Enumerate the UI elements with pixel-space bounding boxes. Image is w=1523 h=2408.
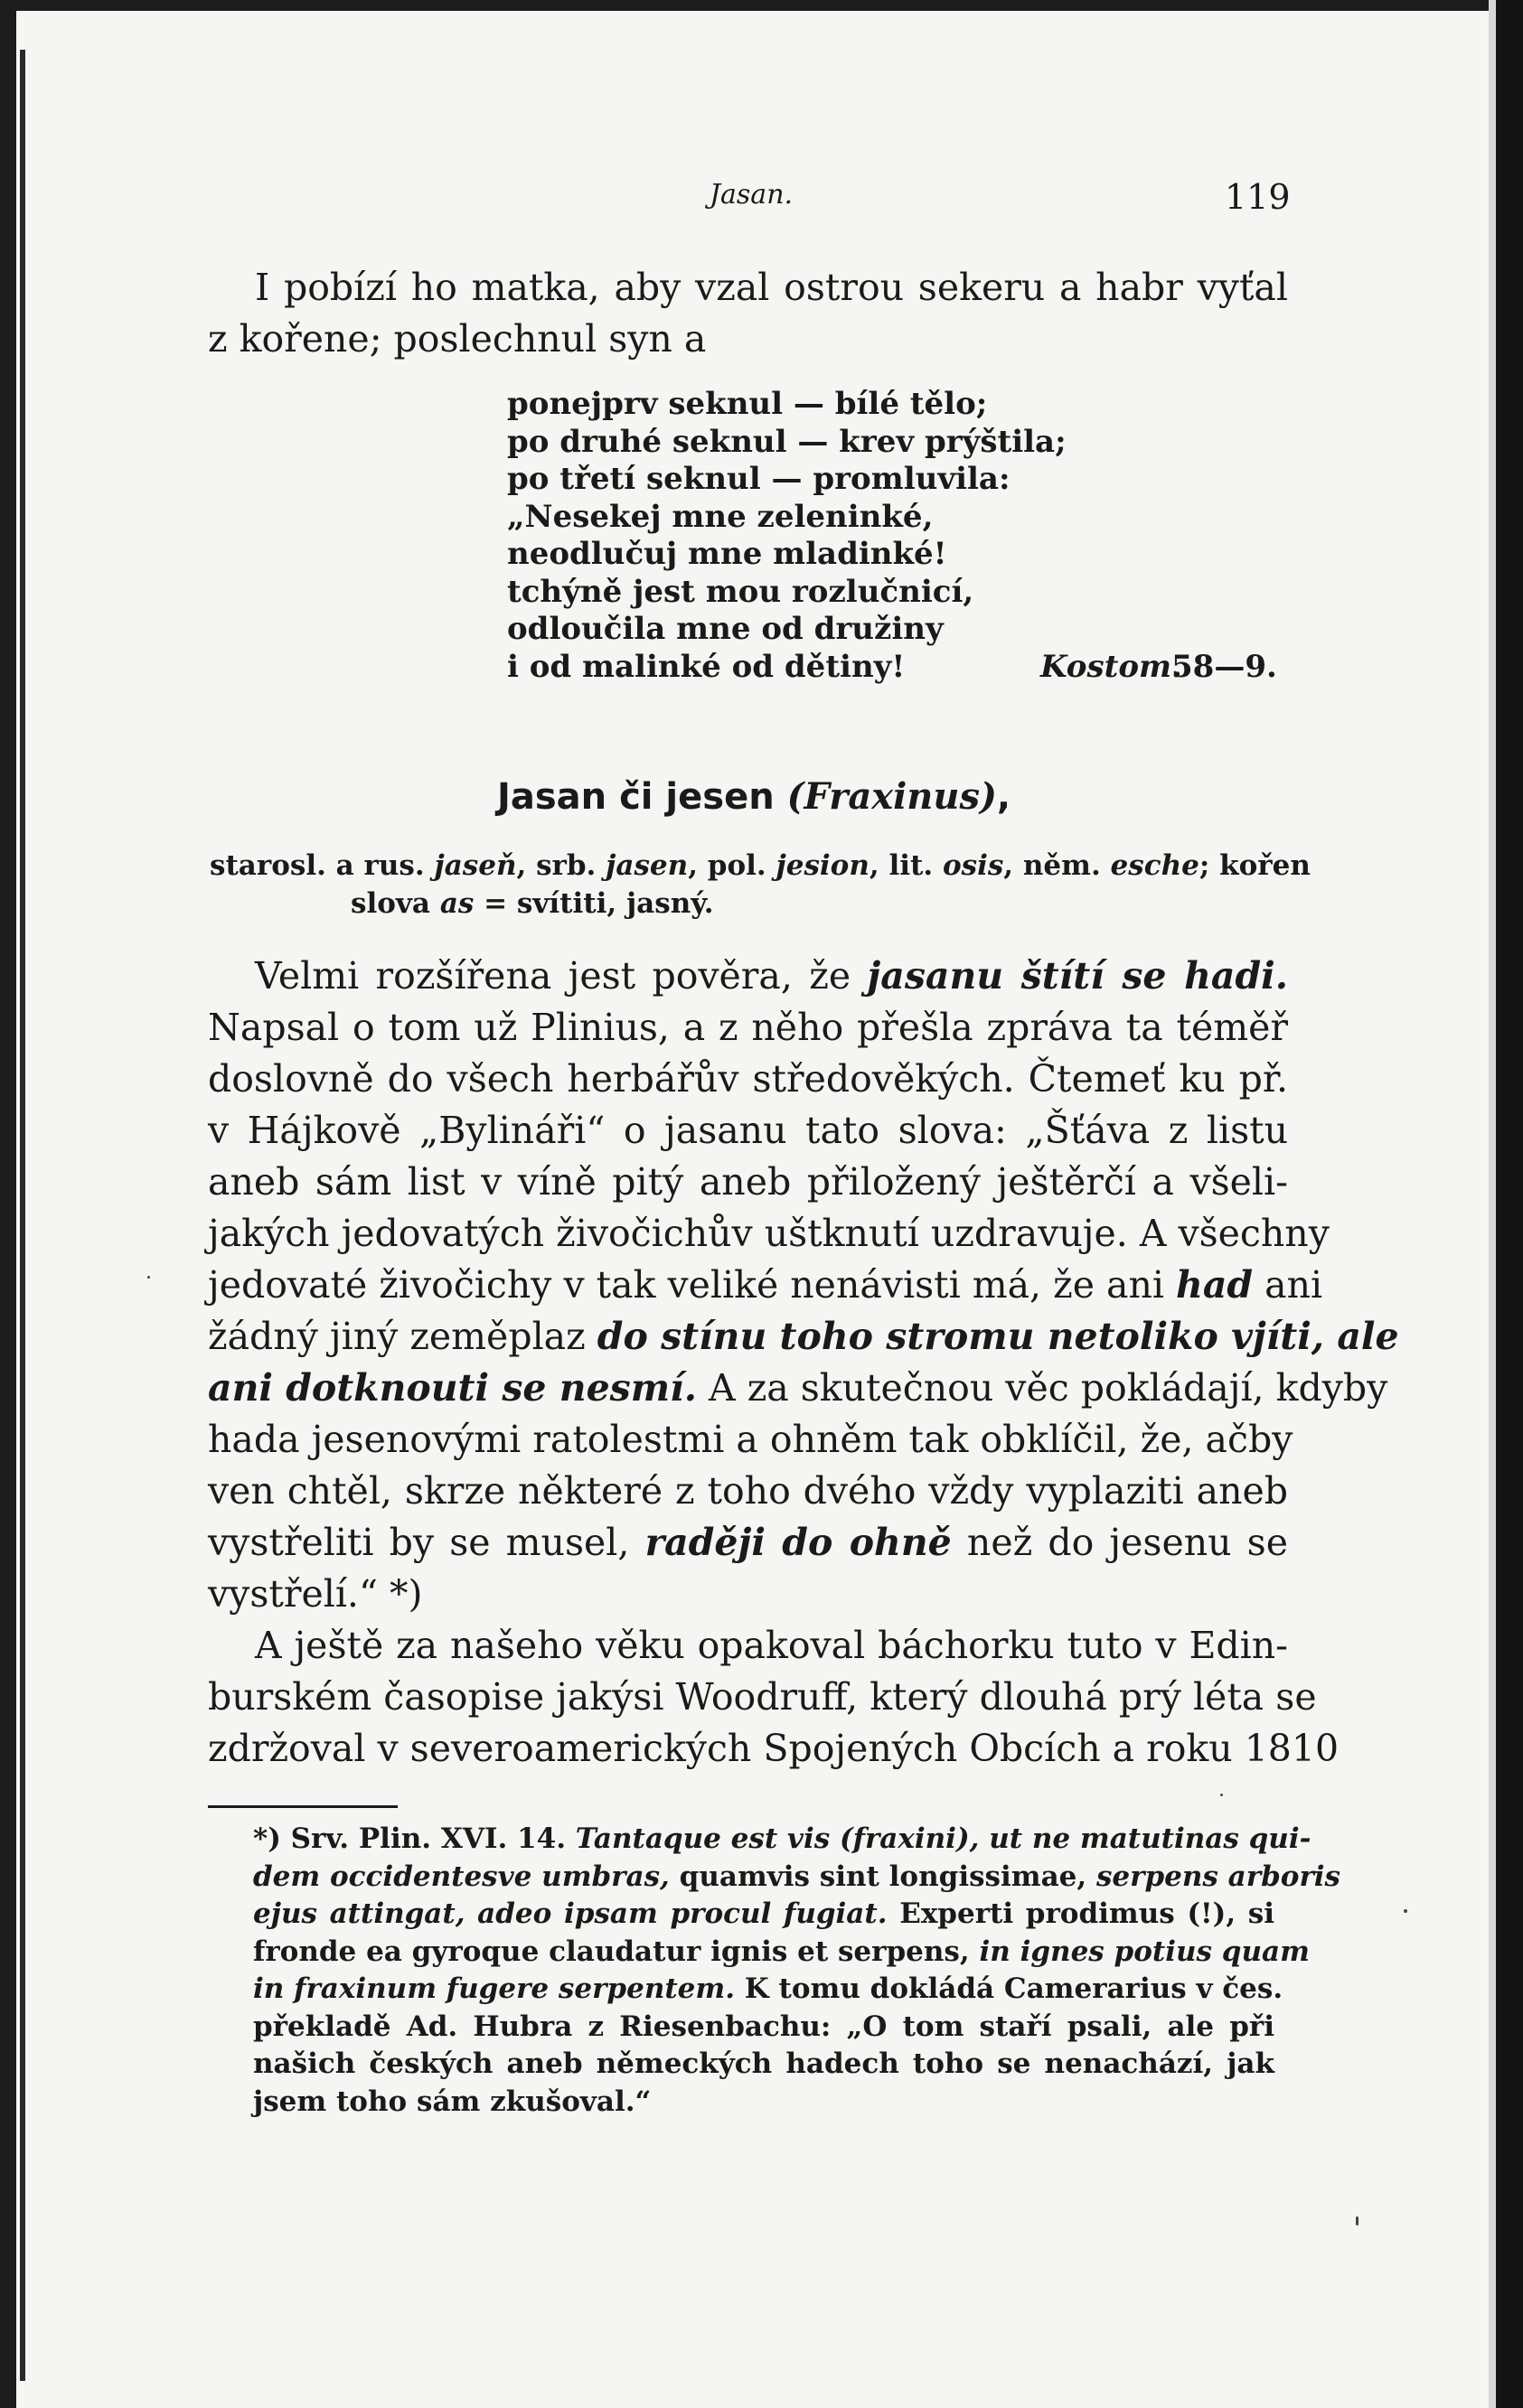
body-line xyxy=(208,951,1288,1002)
body-text: Velmi rozšířena jest pověra, že xyxy=(255,954,851,998)
footnote-line: našich českých aneb německých hadech toho se nenachází, jak xyxy=(253,2047,1274,2080)
footnote-line xyxy=(253,1934,1310,1972)
body-line: zdržoval v severoamerických Spojených Obcích a roku 1810 xyxy=(208,1727,1340,1770)
poem-line-text: i od malinké od dětiny! xyxy=(507,648,906,685)
etym-text: , pol. xyxy=(688,849,766,882)
footnote-latin: dem occidentesve umbras, xyxy=(253,1860,670,1893)
poem-line: tchýně jest mou rozlučnicí, xyxy=(507,573,974,610)
running-head xyxy=(0,179,1523,215)
running-head-title: Jasan. xyxy=(710,179,794,211)
poem-line: po druhé seknul — krev prýštila; xyxy=(507,423,1067,460)
page-number: 119 xyxy=(1225,177,1291,217)
etym-text: ; kořen xyxy=(1199,849,1311,882)
poem-line-last xyxy=(507,648,1277,687)
footnote-latin: Tantaque est vis (fraxini), ut ne matutinas qui- xyxy=(575,1822,1311,1855)
body-emphasis: jasanu štítí se hadi. xyxy=(867,954,1288,998)
body-text: A za skutečnou věc pokládají, kdyby xyxy=(709,1366,1388,1410)
body-line xyxy=(208,1260,1323,1311)
page-edge-right xyxy=(1489,0,1496,2408)
footnote-latin: in ignes potius quam xyxy=(979,1935,1310,1968)
body-text: žádný jiný zeměplaz xyxy=(208,1315,586,1358)
body-line: vystřelí.“ *) xyxy=(208,1572,423,1616)
body-emphasis: do stínu toho stromu netoliko vjíti, ale xyxy=(597,1315,1399,1358)
section-heading-comma: , xyxy=(996,776,1011,818)
etym-text: , něm. xyxy=(1003,849,1101,882)
footnote-text: Experti prodimus (!), si xyxy=(899,1897,1275,1930)
body-line xyxy=(208,1517,1288,1569)
etym-text: starosl. a rus. xyxy=(210,849,425,882)
body-text: vystřeliti by se musel, xyxy=(208,1521,630,1564)
folk-poem xyxy=(507,386,1277,686)
body-line: v Hájkově „Bylináři“ o jasanu tato slova: „Šťáva z listu xyxy=(208,1109,1288,1152)
footnote-line xyxy=(253,1971,1283,2009)
footnote-line xyxy=(253,1859,1341,1897)
body-line: aneb sám list v víně pitý aneb přiložený ještěrčí a všeli- xyxy=(208,1160,1288,1204)
scan-border-top xyxy=(0,0,1523,11)
body-line: hada jesenovými ratolestmi a ohněm tak obklíčil, že, ačby xyxy=(208,1418,1293,1461)
etym-text: = svítiti, jasný. xyxy=(484,887,714,920)
footnote-text: fronde ea gyroque claudatur ignis et serpens, xyxy=(253,1935,970,1968)
body-emphasis: ani dotknouti se nesmí. xyxy=(208,1366,697,1410)
footnote-text: K tomu dokládá Camerarius v čes. xyxy=(744,1972,1283,2005)
poem-line: odloučila mne od družiny xyxy=(507,611,944,647)
etym-word: jesion xyxy=(776,849,870,882)
intro-paragraph xyxy=(208,262,1288,365)
poem-source-pages: 58—9. xyxy=(1171,648,1277,685)
footnote-rule xyxy=(208,1805,398,1808)
etym-word: jaseň xyxy=(434,849,517,882)
body-emphasis: had xyxy=(1176,1263,1254,1307)
body-line: burském časopise jakýsi Woodruff, který dlouhá prý léta se xyxy=(208,1675,1317,1719)
body-emphasis: raději do ohně xyxy=(644,1521,952,1564)
etym-text: slova xyxy=(351,887,431,920)
page-gutter-shadow xyxy=(20,50,25,2381)
footnote xyxy=(253,1821,1341,2121)
footnote-line xyxy=(253,1821,1311,1859)
footnote-line: překladě Ad. Hubra z Riesenbachu: „O tom staří psali, ale při xyxy=(253,2010,1274,2043)
body-line: ven chtěl, skrze některé z toho dvého vždy vyplaziti aneb xyxy=(208,1469,1288,1513)
section-heading xyxy=(497,775,1011,818)
etymology-line xyxy=(210,885,1281,923)
body-line: jakých jedovatých živočichův uštknutí uzdravuje. A všechny xyxy=(208,1212,1330,1255)
scan-border-right xyxy=(1496,0,1523,2408)
section-heading-latin: (Fraxinus) xyxy=(786,775,997,818)
body-line: doslovně do všech herbářův středověkých. Čtemeť ku př. xyxy=(208,1057,1288,1101)
poem-line: ponejprv seknul — bílé tělo; xyxy=(507,386,988,422)
section-heading-text: Jasan či jesen xyxy=(497,776,775,818)
etym-word: osis xyxy=(942,849,1004,882)
footnote-line xyxy=(253,1896,1274,1934)
body-line xyxy=(208,1311,1399,1363)
intro-line: I pobízí ho matka, aby vzal ostrou sekeru a habr vyťal xyxy=(255,266,1288,309)
footnote-latin: in fraxinum fugere serpentem. xyxy=(253,1972,735,2005)
footnote-text: *) Srv. Plin. XVI. 14. xyxy=(253,1822,566,1855)
scan-speck xyxy=(1220,1794,1223,1796)
scan-border-left xyxy=(0,0,16,2408)
body-line: Napsal o tom už Plinius, a z něho přešla zpráva ta téměř xyxy=(208,1006,1288,1049)
etym-text: , lit. xyxy=(869,849,934,882)
scan-speck xyxy=(1356,2216,1358,2225)
body-line: A ještě za našeho věku opakoval báchorku tuto v Edin- xyxy=(255,1624,1288,1667)
footnote-latin: serpens arboris xyxy=(1095,1860,1341,1893)
footnote-line: jsem toho sám zkušoval.“ xyxy=(253,2085,652,2118)
poem-line: „Nesekej mne zeleninké, xyxy=(507,498,934,535)
footnote-text: quamvis sint longissimae, xyxy=(679,1860,1087,1893)
body-text: jedovaté živočichy v tak veliké nenávisti má, že ani xyxy=(208,1263,1164,1307)
poem-line: po třetí seknul — promluvila: xyxy=(507,461,1011,497)
scan-speck xyxy=(1404,1909,1407,1913)
etymology-note xyxy=(210,847,1311,923)
poem-line: neodlučuj mne mladinké! xyxy=(507,536,947,572)
etym-word: jasen xyxy=(606,849,689,882)
body-text: ani xyxy=(1264,1263,1323,1307)
footnote-latin: ejus attingat, adeo ipsam procul fugiat. xyxy=(253,1897,888,1930)
main-paragraph xyxy=(208,951,1399,1775)
scan-speck xyxy=(147,1276,150,1279)
etym-text: , srb. xyxy=(516,849,597,882)
body-text: než do jesenu se xyxy=(966,1521,1288,1564)
poem-source: Kostom. xyxy=(1040,648,1182,685)
etym-word: as xyxy=(439,887,475,920)
etym-word: esche xyxy=(1110,849,1199,882)
etymology-line xyxy=(210,847,1311,885)
body-line xyxy=(208,1363,1388,1414)
intro-line: z kořene; poslechnul syn a xyxy=(208,317,707,361)
